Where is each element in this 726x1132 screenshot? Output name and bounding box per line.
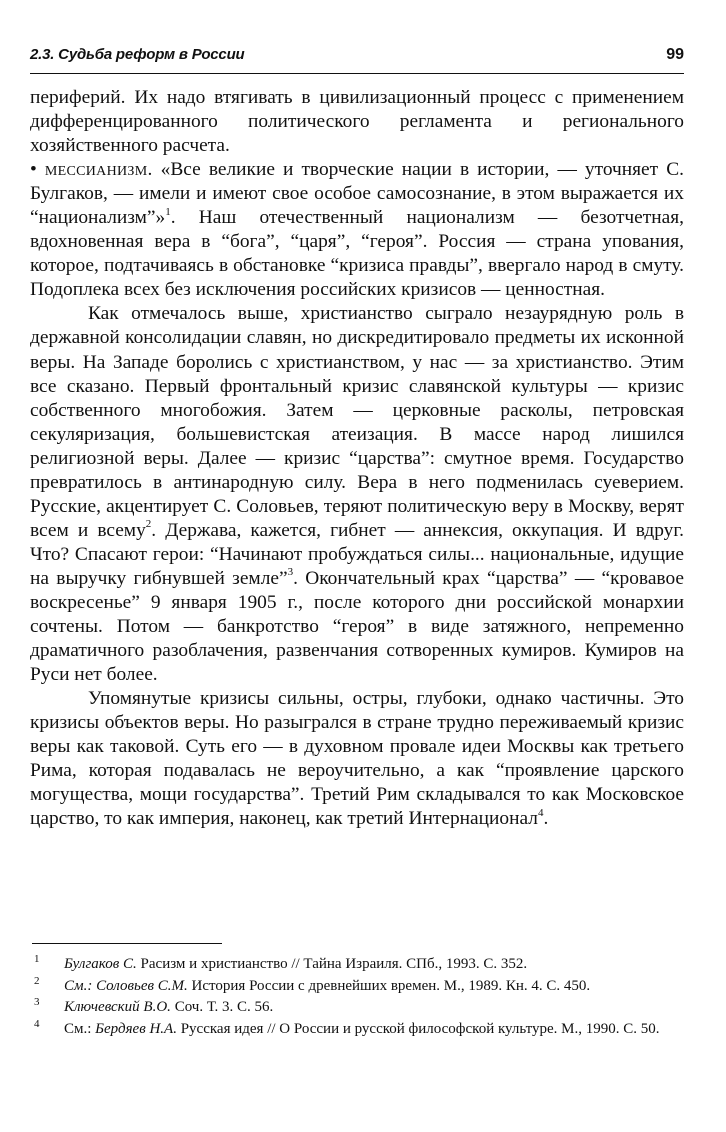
footnote-3 <box>32 997 684 1019</box>
paragraph-2-text-b: . Наш отечественный национализм — безотчетная, вдохновенная вера в “бога”, “царя”, “героя”. Россия — страна упования, которое, подтачиваясь в обстановке “кризиса правды”, ввергало народ в смуту. Подоплека всех без исключения российских кризисов — ценностная. <box>30 207 684 301</box>
footnote-2 <box>32 976 684 998</box>
footnote-text: Русская идея // О России и русской философской культуре. М., 1990. С. 50. <box>176 1020 660 1037</box>
running-header <box>30 46 684 72</box>
bullet-mark: • <box>30 159 37 181</box>
paragraph-3-text-a: Как отмечалось выше, христианство сыграло незаурядную роль в державной консолидации славян, но дискредитировало предметы их исконной веры. На Западе боролись с христианством, у нас — за христианство. Этим все сказано. Первый фронтальный кризис славянской культуры — кризис собственного многобожия. Затем — церковные расколы, петровская секуляризация, большевистская атеизация. В массе народ лишился религиозной веры. Далее — кризис “царства”: смутное время. Государство превратилось в антинародную силу. Вера в него подменилась суеверием. Русские, акцентирует С. Соловьев, теряют политическую веру в Москву, верят всем и всему <box>30 303 684 541</box>
section-title: 2.3. Судьба реформ в России <box>30 46 245 63</box>
paragraph-1-text: периферий. Их надо втягивать в цивилизационный процесс с применением дифференцированного политического регламента и регионального хозяйственного расчета. <box>30 87 684 157</box>
paragraph-3-text-b: . Держава, кажется, гибнет — аннексия, оккупация. И вдруг. Что? Спасают герои: “Начинают пробуждаться силы... национальные, идущие на выручку гибнувшей земле” <box>30 519 684 589</box>
footnote-prefix: См.: <box>64 1020 96 1037</box>
footnote-author: См.: Соловьев С.М. <box>64 977 188 994</box>
main-text <box>30 86 684 831</box>
footnote-text: Соч. Т. 3. С. 56. <box>170 999 274 1015</box>
footnote-separator <box>32 943 222 944</box>
paragraph-4-text-b: . <box>543 808 549 830</box>
paragraph-1 <box>30 86 684 158</box>
page-number: 99 <box>666 46 684 63</box>
paragraph-3 <box>30 302 684 687</box>
paragraph-2-text-a: «Все великие и творческие нации в истории, — уточняет С. Булгаков, — имели и имеют свое особое самосознание, в этом выражается их “национализм”» <box>30 159 684 229</box>
paragraph-3-text-c: . Окончательный крах “царства” — “кровавое воскресенье” 9 января 1905 г., после которого дни российской монархии сочтены. Потом — банкротство “героя” в виде затяжного, непременно драматичного разоблачения, развенчания сотворенных кумиров. Кумиров на Руси нет более. <box>30 567 684 686</box>
paragraph-4 <box>30 687 684 831</box>
paragraph-messianism <box>30 158 684 302</box>
footnote-text: История России с древнейших времен. М., 1989. Кн. 4. С. 450. <box>187 977 591 994</box>
footnote-1 <box>32 954 684 976</box>
footnote-ref-3: 3 <box>287 566 294 579</box>
footnote-author: Ключевский В.О. <box>64 999 171 1015</box>
footnote-ref-1: 1 <box>165 205 171 218</box>
term-messianism: мессианизм. <box>44 159 153 181</box>
footnote-number: 2 <box>34 974 40 987</box>
footnote-ref-4: 4 <box>537 806 544 819</box>
footnote-author: Булгаков С. <box>64 956 137 972</box>
header-rule <box>30 73 684 74</box>
footnote-number: 4 <box>34 1017 40 1030</box>
footnote-ref-2: 2 <box>145 518 152 531</box>
paragraph-4-text-a: Упомянутые кризисы сильны, остры, глубоки, однако частичны. Это кризисы объектов веры. Но разыгрался в стране трудно переживаемый кризис веры как таковой. Суть его — в духовном провале идеи Москвы как третьего Рима, которая подавалась не вероучительно, а как “проявление царского могущества, мощи государства”. Третий Рим складывался то как Московское царство, то как империя, наконец, как третий Интернационал <box>30 688 684 830</box>
footnote-author: Бердяев Н.А. <box>95 1020 177 1037</box>
footnotes <box>32 954 684 1040</box>
footnote-number: 3 <box>34 996 40 1008</box>
footnote-text: Расизм и христианство // Тайна Израиля. СПб., 1993. С. 352. <box>136 956 528 972</box>
footnote-4 <box>32 1019 684 1041</box>
footnote-number: 1 <box>34 953 40 965</box>
